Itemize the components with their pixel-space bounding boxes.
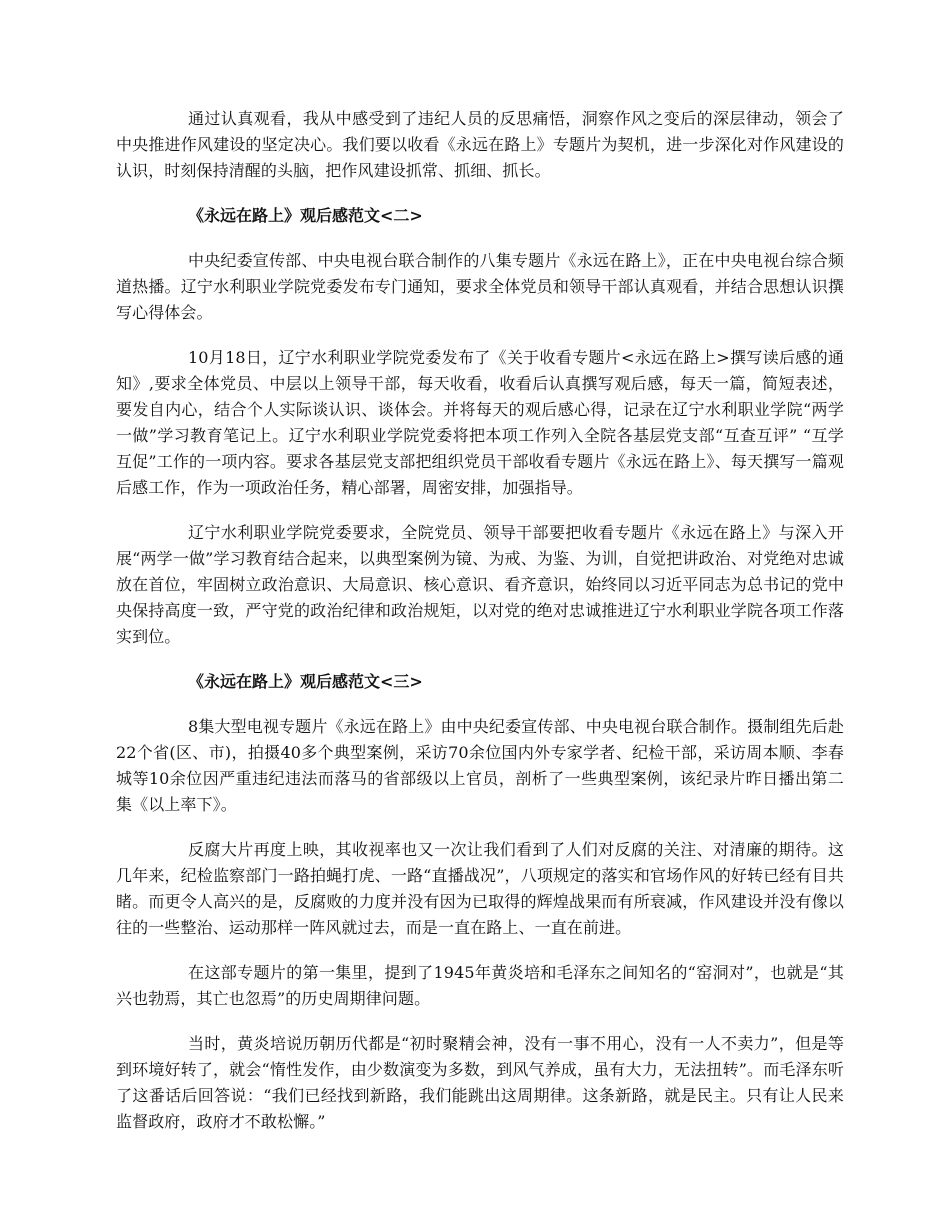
paragraph: 当时，黄炎培说历朝历代都是“初时聚精会神，没有一事不用心，没有一人不卖力”，但是等到环境好转了，就会“惰性发作，由少数演变为多数，到风气养成，虽有大力，无法扭转”。而毛泽东听了这番话后回答说：“我们已经找到新路，我们能跳出这周期律。这条新路，就是民主。只有让人民来监督政府，政府才不敢松懈。”: [116, 1034, 844, 1131]
section-heading: 《永远在路上》观后感范文<三>: [188, 672, 423, 691]
paragraph: 中央纪委宣传部、中央电视台联合制作的八集专题片《永远在路上》，正在中央电视台综合频道热播。辽宁水利职业学院党委发布专门通知，要求全体党员和领导干部认真观看，并结合思想认识撰写心得体会。: [116, 251, 844, 322]
section-heading: 《永远在路上》观后感范文<二>: [188, 206, 423, 225]
paragraph: 通过认真观看，我从中感受到了违纪人员的反思痛悟，洞察作风之变后的深层律动，领会了中央推进作风建设的坚定决心。我们要以收看《永远在路上》专题片为契机，进一步深化对作风建设的认识，时刻保持清醒的头脑，把作风建设抓常、抓细、抓长。: [116, 109, 844, 180]
paragraph: 8集大型电视专题片《永远在路上》由中央纪委宣传部、中央电视台联合制作。摄制组先后赴22个省(区、市)，拍摄40多个典型案例，采访70余位国内外专家学者、纪检干部，采访周本顺、李春城等10余位因严重违纪违法而落马的省部级以上官员，剖析了一些典型案例，该纪录片昨日播出第二集《以上率下》。: [116, 717, 844, 814]
paragraph: 反腐大片再度上映，其收视率也又一次让我们看到了人们对反腐的关注、对清廉的期待。这几年来，纪检监察部门一路拍蝇打虎、一路“直播战况”，八项规定的落实和官场作风的好转已经有目共睹。而更令人高兴的是，反腐败的力度并没有因为已取得的辉煌战果而有所衰减，作风建设并没有像以往的一些整治、运动那样一阵风就过去，而是一直在路上、一直在前进。: [116, 840, 844, 937]
paragraph: 在这部专题片的第一集里，提到了1945年黄炎培和毛泽东之间知名的“窑洞对”，也就是“其兴也勃焉，其亡也忽焉”的历史周期律问题。: [116, 963, 844, 1008]
paragraph: 10月18日，辽宁水利职业学院党委发布了《关于收看专题片<永远在路上>撰写读后感的通知》,要求全体党员、中层以上领导干部，每天收看，收看后认真撰写观后感，每天一篇，简短表述，要发自内心，结合个人实际谈认识、谈体会。并将每天的观后感心得，记录在辽宁水利职业学院“两学一做”学习教育笔记上。辽宁水利职业学院党委将把本项工作列入全院各基层党支部“互查互评” “互学互促”工作的一项内容。要求各基层党支部把组织党员干部收看专题片《永远在路上》、每天撰写一篇观后感工作，作为一项政治任务，精心部署，周密安排，加强指导。: [116, 348, 844, 497]
document-body: [116, 106, 844, 1154]
paragraph: 辽宁水利职业学院党委要求，全院党员、领导干部要把收看专题片《永远在路上》与深入开展“两学一做”学习教育结合起来，以典型案例为镜、为戒、为鉴、为训，自觉把讲政治、对党绝对忠诚放在首位，牢固树立政治意识、大局意识、核心意识、看齐意识，始终同以习近平同志为总书记的党中央保持高度一致，严守党的政治纪律和政治规矩，以对党的绝对忠诚推进辽宁水利职业学院各项工作落实到位。: [116, 523, 844, 646]
